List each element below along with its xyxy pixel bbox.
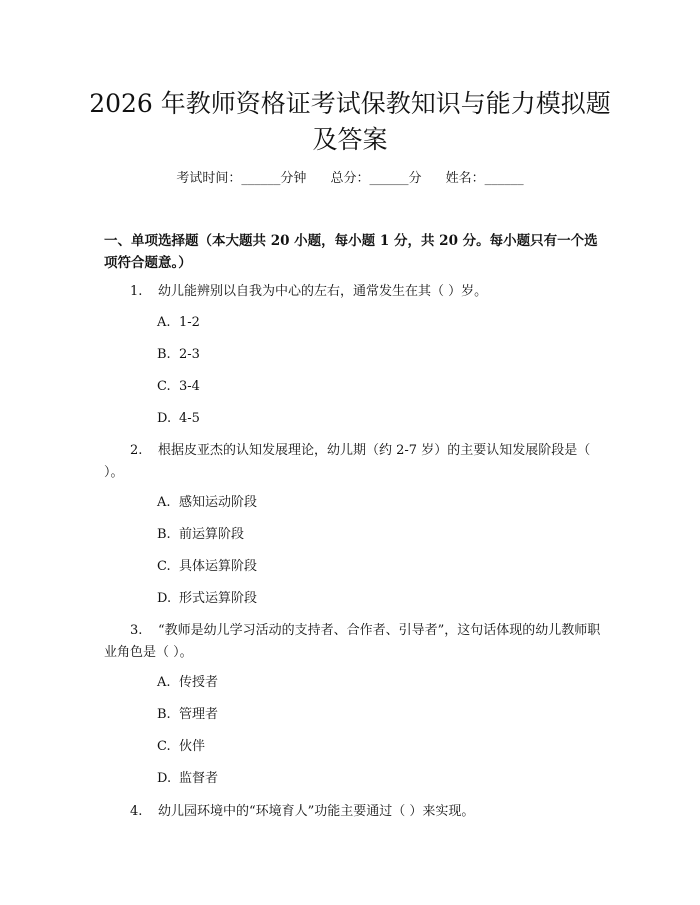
student-name-field: 姓名：______	[445, 171, 524, 186]
option-text: 监督者	[179, 771, 219, 786]
option-text: 1-2	[179, 315, 200, 330]
option-1a	[157, 313, 200, 333]
option-text: 管理者	[179, 707, 219, 722]
option-letter: D.	[157, 591, 172, 606]
question-number: 2.	[130, 443, 143, 458]
option-letter: A.	[157, 675, 171, 690]
option-text: 3-4	[179, 379, 200, 394]
option-letter: B.	[157, 527, 171, 542]
section-heading: 一、单项选择题（本大题共 20 小题，每小题 1 分，共 20 分。每小题只有一个选项符合题意。）	[104, 233, 598, 271]
exam-info	[0, 170, 700, 188]
option-letter: C.	[157, 739, 171, 754]
question-1	[104, 281, 604, 303]
option-1d	[157, 409, 200, 429]
option-3b	[157, 705, 218, 725]
option-text: 形式运算阶段	[179, 591, 258, 606]
option-3d	[157, 769, 218, 789]
option-letter: C.	[157, 559, 171, 574]
question-text: 幼儿园环境中的“环境育人”功能主要通过（ ）来实现。	[158, 804, 475, 819]
question-4	[104, 801, 604, 823]
option-letter: A.	[157, 315, 171, 330]
option-text: 具体运算阶段	[179, 559, 258, 574]
option-letter: B.	[157, 347, 171, 362]
option-letter: C.	[157, 379, 171, 394]
question-number: 3.	[130, 623, 143, 638]
option-1c	[157, 377, 200, 397]
exam-time-field: 考试时间：______分钟	[176, 171, 307, 186]
option-letter: D.	[157, 771, 172, 786]
question-text: “教师是幼儿学习活动的支持者、合作者、引导者”，这句话体现的幼儿教师职业角色是（ ）。	[104, 623, 601, 660]
question-2	[104, 440, 604, 484]
option-2a	[157, 493, 257, 513]
option-2d	[157, 589, 257, 609]
option-text: 前运算阶段	[179, 527, 245, 542]
option-3a	[157, 673, 218, 693]
question-number: 1.	[130, 284, 143, 299]
question-text: 根据皮亚杰的认知发展理论，幼儿期（约 2-7 岁）的主要认知发展阶段是（ ）。	[104, 443, 591, 480]
question-number: 4.	[130, 804, 143, 819]
total-score-field: 总分：______分	[330, 171, 422, 186]
option-1b	[157, 345, 200, 365]
option-letter: D.	[157, 411, 172, 426]
option-text: 4-5	[179, 411, 200, 426]
option-text: 2-3	[179, 347, 200, 362]
option-letter: B.	[157, 707, 171, 722]
option-2b	[157, 525, 244, 545]
question-text: 幼儿能辨别以自我为中心的左右，通常发生在其（ ）岁。	[158, 284, 488, 299]
option-3c	[157, 737, 205, 757]
option-text: 伙伴	[179, 739, 206, 754]
option-text: 感知运动阶段	[179, 495, 258, 510]
option-2c	[157, 557, 257, 577]
option-text: 传授者	[179, 675, 219, 690]
question-3	[104, 620, 604, 664]
option-letter: A.	[157, 495, 171, 510]
document-title: 2026 年教师资格证考试保教知识与能力模拟题及答案	[89, 89, 611, 154]
